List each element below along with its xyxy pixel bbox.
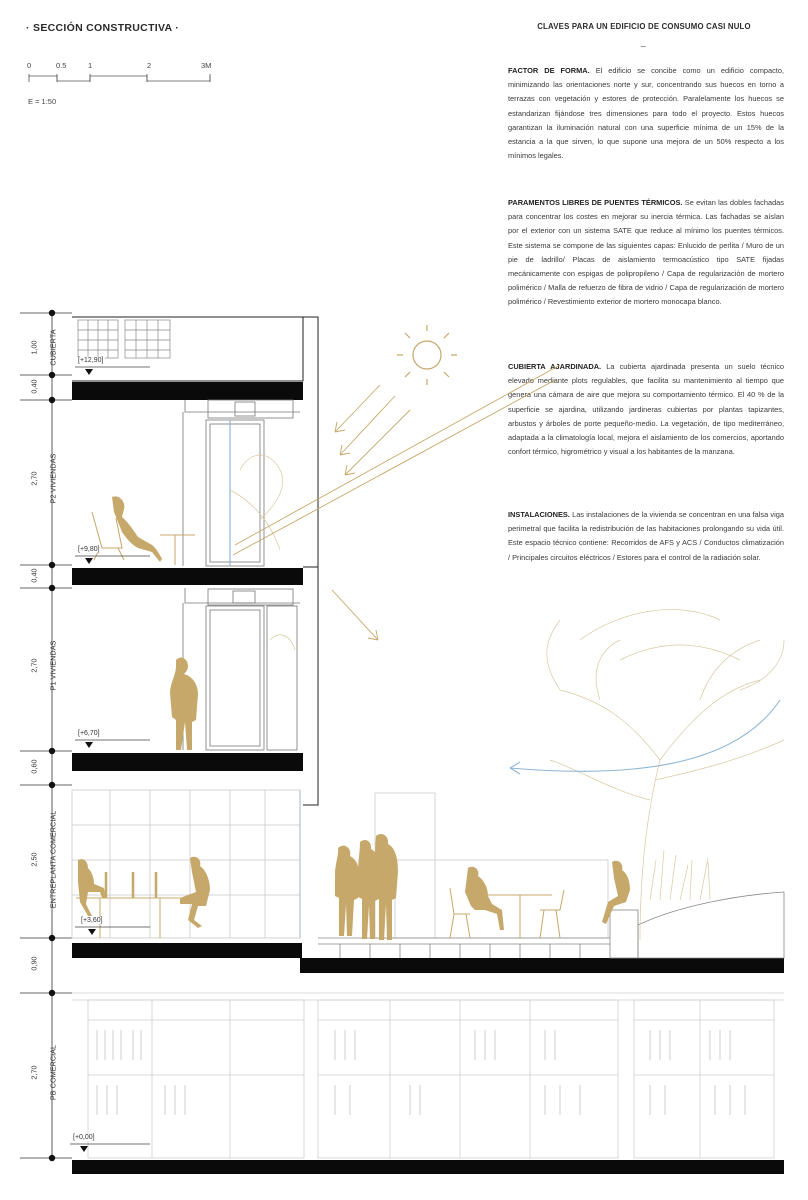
dim-p2-height: 2,70 (29, 471, 39, 486)
scale-label-05: 0.5 (56, 61, 67, 70)
solar-panels (78, 320, 170, 358)
air-flow-arrow (510, 700, 780, 774)
dim-slab-3: 0,60 (29, 759, 39, 774)
dim-cubierta-label: CUBIERTA (48, 329, 58, 366)
sun-ray-arrows (233, 365, 560, 640)
scale-label-1: 1 (88, 61, 93, 70)
dim-slab-1: 0,40 (29, 379, 39, 394)
level-label-360: [+3,60] (81, 917, 103, 924)
dim-p2-label: P2 VIVIENDAS (48, 453, 58, 504)
paragraph-body: La cubierta ajardinada presenta un suelo técnico elevado mediante plots regulables, que facilita su mantenimiento al tiempo que genera una cámara de aire que mejora su comportamiento térmico. El 40 % de la superficie se ajardina, utilizando jardineras cubiertas por plantas tapizantes, arbustos y árboles de porte pequeño-medio. La vegetación, de tipo mediterráneo, adaptada a la climatología local, mejora el aislamiento de los comercios, aportando confort térmico, higrométrico y visual a los habitantes de la manzana. (508, 362, 784, 457)
dim-entreplanta-height: 2,50 (29, 852, 39, 867)
graphic-scale-bar (29, 74, 210, 82)
shop-hangers (97, 1030, 745, 1115)
dim-slab-4: 0,90 (29, 956, 39, 971)
legend-dash: _ (641, 38, 646, 47)
dim-slab-2: 0,40 (29, 568, 39, 583)
dim-entreplanta-label: ENTREPLANTA COMERCIAL (48, 810, 58, 909)
scale-ratio: E = 1:50 (28, 97, 57, 106)
paragraph-body: El edificio se concibe como un edificio compacto, minimizando las orientaciones norte y sur, concentrando sus huecos en torno a terrazas con vegetación y estores de protección. Paralelamente los huecos se estandarizan fijándose tres dimensiones para todo el proyecto. Estos huecos garantizan la iluminación natural con una superficie mínima de un 15% de la estancia a la que sirven, lo que supone una mejora de un 50% respecto a los mínimos legales. (508, 66, 784, 161)
drawing-title: · SECCIÓN CONSTRUCTIVA · (26, 22, 180, 34)
paragraph-heading: PARAMENTOS LIBRES DE PUENTES TÉRMICOS. (508, 198, 683, 207)
floor-slabs (72, 382, 784, 1174)
people-silhouettes (78, 496, 630, 940)
paragraph-body: Se evitan las dobles fachadas para concentrar los costes en mejorar su inercia térmica. Las fachadas se aíslan por el exterior con un sistema SATE que reduce al mínimo los puentes térmicos. Este sistema se compone de las siguientes capas: Enlucido de perlita / Muro de un pie de ladrillo/ Placas de aislamiento termoacústico tipo SATE fijadas mecánicamente con espigas de polipropileno / Capa de regularización de mortero polimérico / Malla de refuerzo de fibra de vidrio / Capa de regularización de mortero polimérico / Revestimiento exterior de mortero monocapa blanco. (508, 198, 784, 307)
dimension-axis (20, 313, 72, 1158)
dim-p1-label: P1 VIVIENDAS (48, 640, 58, 691)
vegetation-trees (230, 455, 784, 940)
scale-label-2: 2 (147, 61, 152, 70)
legend-title: CLAVES PARA UN EDIFICIO DE CONSUMO CASI NULO (537, 22, 751, 31)
ground-floor-shop (72, 993, 784, 1158)
dim-p1-height: 2,70 (29, 658, 39, 673)
paragraph-heading: CUBIERTA AJARDINADA. (508, 362, 602, 371)
paragraph-heading: FACTOR DE FORMA. (508, 66, 590, 75)
scale-label-3m: 3M (201, 61, 212, 70)
level-label-980: [+9,80] (78, 546, 100, 553)
level-label-670: [+6,70] (78, 730, 100, 737)
dim-cubierta-height: 1,00 (29, 340, 39, 355)
dim-pb-label: PB COMERCIAL (48, 1044, 58, 1101)
dim-pb-height: 2,70 (29, 1065, 39, 1080)
paragraph-body: Las instalaciones de la vivienda se concentran en una falsa viga perimetral que facilita la redistribución de las habitaciones prolongando su vida útil. Este espacio técnico contiene: Recorridos de AFS y ACS / Conductos climatización / Principales circuitos eléctricos / Estores para el control de la radiación solar. (508, 510, 784, 562)
level-label-000: [+0,00] (73, 1134, 95, 1141)
level-label-1290: [+12,90] (78, 357, 104, 364)
paragraph-heading: INSTALACIONES. (508, 510, 570, 519)
sun-icon (397, 325, 457, 385)
scale-label-0: 0 (27, 61, 32, 70)
